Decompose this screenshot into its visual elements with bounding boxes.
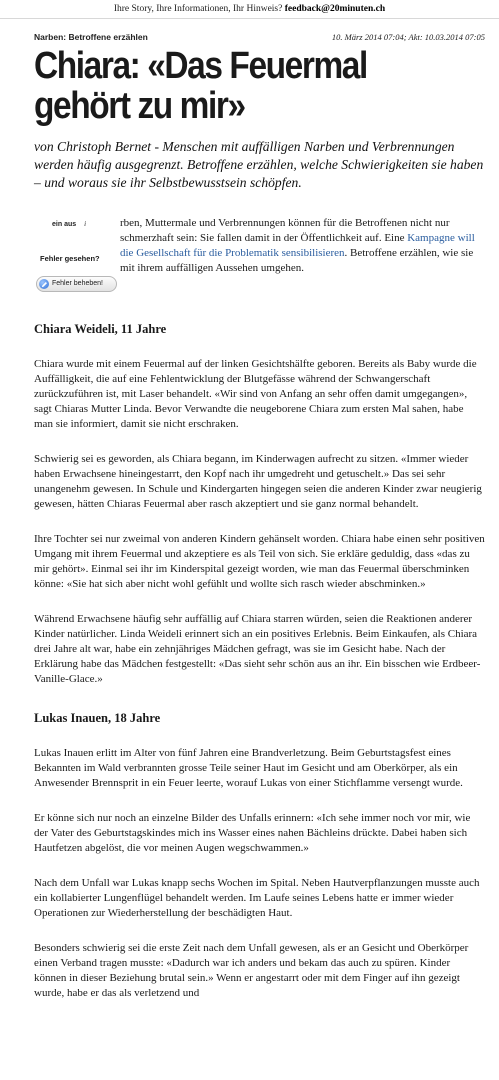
campaign-link[interactable]: Kampagne will die Gesellschaft für die Problematik sensibilisieren — [120, 232, 475, 259]
section-heading-chiara: Chiara Weideli, 11 Jahre — [34, 322, 167, 336]
info-icon[interactable]: i — [84, 220, 87, 228]
toggle-off-label[interactable]: aus — [64, 221, 77, 228]
pencil-icon — [39, 279, 49, 289]
paragraph: Er könne sich nur noch an einzelne Bilder des Unfalls erinnern: «Ich sehe immer noch vor mir, wie der Vater des Geburtstagskindes mich ins Wasser eines nahen Bächleins drückte. Dabei haben sich Hautfetzen abgelöst, die vor meinen Augen wegschwammen.» — [34, 812, 471, 854]
paragraph: Während Erwachsene häufig sehr auffällig auf Chiara starren würden, seien die Reaktionen anderer Kinder natürlicher. Linda Weideli erinnert sich an ein positives Erlebnis. Beim Einkaufen, als Chiara drei Jahre alt war, habe ein zehnjähriges Mädchen gefragt, was sie im Gesicht habe. Nach der Erklärung habe das Mädchen festgestellt: «Das sieht sehr schön aus an ihr. Ein bisschen wie Erdbeer-Vanille-Glace.» — [34, 613, 481, 685]
article-intro — [0, 206, 499, 298]
intro-text-part2: . Betroffene erzählen, wie sie mit ihrem auffälligen Aussehen umgehen. — [120, 247, 474, 274]
title-line-2: gehört zu mir» — [34, 85, 245, 127]
fix-error-label: Fehler beheben! — [52, 280, 103, 287]
paragraph: Nach dem Unfall war Lukas knapp sechs Wochen im Spital. Neben Hautverpflanzungen musste auch ein kollabierter Lungenflügel behandelt werden. Im Laufe seines Lebens hatte er immer wieder Operationen zur Wiederherstellung der beschädigten Haut. — [34, 877, 480, 919]
feedback-prompt: Ihre Story, Ihre Informationen, Ihr Hinweis? — [113, 4, 283, 14]
toggle-on-label[interactable]: ein — [52, 221, 63, 228]
fix-error-button[interactable] — [36, 276, 117, 292]
article-title — [34, 46, 430, 126]
article-rubric: Narben: Betroffene erzählen — [34, 32, 148, 42]
toggle-on-off[interactable] — [52, 220, 86, 228]
intro-text — [120, 216, 480, 276]
paragraph: Besonders schwierig sei die erste Zeit nach dem Unfall gewesen, als er an Gesicht und Oberkörper einen Verband tragen musste: «Dadurch war ich anders und bekam das auch zu spüren. Kinder können in dieser Beziehung brutal sein.» Wenn er angestarrt oder mit dem Finger auf ihn gezeigt wurde, habe er das als verletzend und — [34, 942, 469, 999]
article-lead: von Christoph Bernet - Menschen mit auffälligen Narben und Verbrennungen werden häufig ausgegrenzt. Betroffene erzählen, welche Schwierigkeiten sie haben – und woraus sie ihr Selbstbewusstsein schöpfen. — [34, 139, 484, 190]
article-body — [0, 322, 499, 1001]
error-question: Fehler gesehen? — [40, 254, 100, 263]
title-line-1: Chiara: «Das Feuermal — [34, 45, 367, 87]
feedback-bar — [0, 0, 499, 19]
paragraph: Ihre Tochter sei nur zweimal von anderen Kindern gehänselt worden. Chiara habe einen sehr positiven Umgang mit ihrem Feuermal und akzeptiere es als Teil von sich. Sie erkläre geduldig, dass «das zu mir gehört». Einmal sei ihr im Kinderspital gezeigt worden, wie man das Feuermal überschminken könne: «Sie hat sich aber nicht wohl gefühlt und wollte sich rasch wieder abschminken.» — [34, 533, 485, 590]
paragraph: Chiara wurde mit einem Feuermal auf der linken Gesichtshälfte geboren. Bereits als Baby wurde die Auffälligkeit, die auf eine Fehlentwicklung der Blutgefässe während der Schwangerschaft zurückzuführen ist, mit Laser behandelt. «Wir sind von Anfang an sehr offen damit umgegangen», sagt Chiaras Mutter Linda. Bevor Verwandte die neugeborene Chiara zum ersten Mal sahen, habe man sie informiert, damit sie nicht erschraken. — [34, 358, 477, 430]
paragraph: Lukas Inauen erlitt im Alter von fünf Jahren eine Brandverletzung. Beim Geburtstagsfest eines Bekannten im Wald verbrannten grosse Teile seiner Haut im Gesicht und am Oberkörper, als ein Anwesender Brennsprit in ein Feuer leerte, worauf Lukas von einer Stichflamme versengt wurde. — [34, 747, 463, 789]
section-heading-lukas: Lukas Inauen, 18 Jahre — [34, 711, 161, 725]
paragraph: Schwierig sei es geworden, als Chiara begann, im Kinderwagen aufrecht zu sitzen. «Immer wieder haben Erwachsene hineingestarrt, den Kopf nach ihr umgedreht und getuschelt.» Das sei sehr unangenehm gewesen. In Schule und Kindergarten hingegen seien die anderen Kinder zwar neugierig gewesen, hätten Chiaras Feuermal aber rasch akzeptiert und sie ganz normal behandelt. — [34, 453, 482, 510]
feedback-email-link[interactable]: feedback@20minuten.ch — [284, 4, 386, 14]
intro-text-part1: rben, Muttermale und Verbrennungen können für die Betroffenen nicht nur schmerzhaft sein: Sie fallen damit in der Öffentlichkeit auf. Eine — [120, 217, 450, 244]
article-meta — [0, 19, 499, 42]
article-dates: 10. März 2014 07:04; Akt: 10.03.2014 07:05 — [331, 32, 485, 42]
